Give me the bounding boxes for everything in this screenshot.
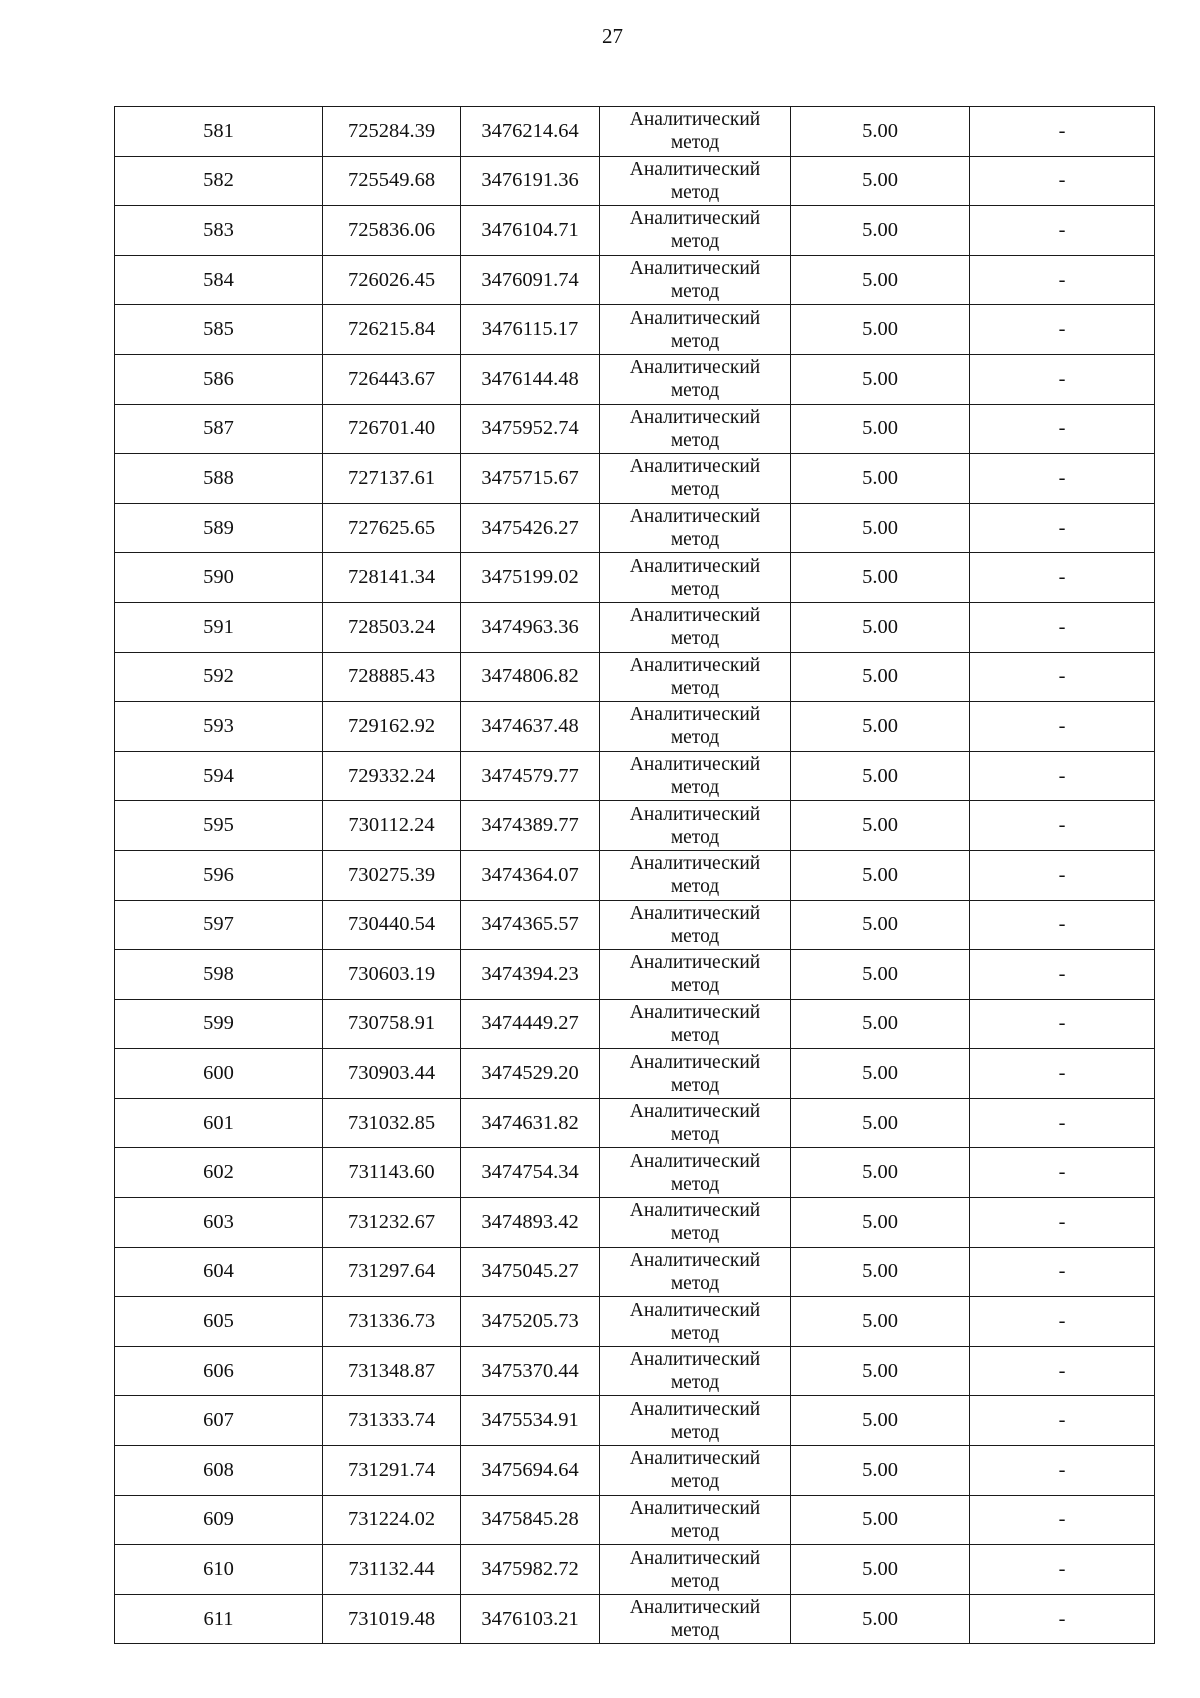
x-coordinate-cell: 731132.44	[323, 1545, 461, 1595]
method-line-2: метод	[670, 330, 720, 352]
accuracy-value-cell: 5.00	[791, 553, 970, 603]
x-coordinate-cell: 729332.24	[323, 751, 461, 801]
accuracy-value-cell: 5.00	[791, 404, 970, 454]
y-coordinate-cell: 3475715.67	[461, 454, 600, 504]
note-cell: -	[970, 1198, 1155, 1248]
note-cell: -	[970, 1049, 1155, 1099]
note-cell: -	[970, 999, 1155, 1049]
table-row	[115, 751, 1155, 801]
method-line-2: метод	[670, 1372, 720, 1394]
y-coordinate-cell: 3474637.48	[461, 702, 600, 752]
method-line-2: метод	[670, 578, 720, 600]
y-coordinate-cell: 3474963.36	[461, 602, 600, 652]
method-line-2: метод	[670, 1074, 720, 1096]
y-coordinate-cell: 3476191.36	[461, 156, 600, 206]
point-number-cell: 591	[115, 602, 323, 652]
method-cell	[600, 850, 791, 900]
table-row	[115, 1297, 1155, 1347]
method-cell	[600, 702, 791, 752]
point-number-cell: 604	[115, 1247, 323, 1297]
table-row	[115, 454, 1155, 504]
point-number-cell: 583	[115, 206, 323, 256]
table-row	[115, 1346, 1155, 1396]
method-line-2: метод	[670, 1570, 720, 1592]
table-row	[115, 652, 1155, 702]
point-number-cell: 598	[115, 950, 323, 1000]
accuracy-value-cell: 5.00	[791, 354, 970, 404]
point-number-cell: 592	[115, 652, 323, 702]
coordinates-table	[114, 106, 1155, 1644]
method-line-2: метод	[670, 975, 720, 997]
method-line-2: метод	[670, 1272, 720, 1294]
method-line-2: метод	[670, 132, 720, 154]
accuracy-value-cell: 5.00	[791, 702, 970, 752]
x-coordinate-cell: 731333.74	[323, 1396, 461, 1446]
y-coordinate-cell: 3474394.23	[461, 950, 600, 1000]
method-line-2: метод	[670, 529, 720, 551]
method-line-2: метод	[670, 1471, 720, 1493]
table-row	[115, 801, 1155, 851]
x-coordinate-cell: 726215.84	[323, 305, 461, 355]
note-cell: -	[970, 305, 1155, 355]
x-coordinate-cell: 731348.87	[323, 1346, 461, 1396]
method-cell	[600, 801, 791, 851]
note-cell: -	[970, 1247, 1155, 1297]
point-number-cell: 590	[115, 553, 323, 603]
y-coordinate-cell: 3475370.44	[461, 1346, 600, 1396]
method-line-1: Аналитический	[629, 258, 761, 280]
method-line-1: Аналитический	[629, 952, 761, 974]
note-cell: -	[970, 1594, 1155, 1644]
x-coordinate-cell: 731232.67	[323, 1198, 461, 1248]
y-coordinate-cell: 3476115.17	[461, 305, 600, 355]
note-cell: -	[970, 1148, 1155, 1198]
x-coordinate-cell: 727625.65	[323, 503, 461, 553]
point-number-cell: 600	[115, 1049, 323, 1099]
method-cell	[600, 1049, 791, 1099]
y-coordinate-cell: 3474364.07	[461, 850, 600, 900]
x-coordinate-cell: 731336.73	[323, 1297, 461, 1347]
y-coordinate-cell: 3475534.91	[461, 1396, 600, 1446]
note-cell: -	[970, 255, 1155, 305]
method-line-2: метод	[670, 231, 720, 253]
method-line-1: Аналитический	[629, 109, 761, 131]
accuracy-value-cell: 5.00	[791, 305, 970, 355]
table-row	[115, 206, 1155, 256]
accuracy-value-cell: 5.00	[791, 206, 970, 256]
method-line-1: Аналитический	[629, 1101, 761, 1123]
method-cell	[600, 305, 791, 355]
method-line-1: Аналитический	[629, 1398, 761, 1420]
method-line-2: метод	[670, 1024, 720, 1046]
table-row	[115, 255, 1155, 305]
note-cell: -	[970, 1545, 1155, 1595]
note-cell: -	[970, 602, 1155, 652]
method-line-2: метод	[670, 727, 720, 749]
note-cell: -	[970, 354, 1155, 404]
table-row	[115, 602, 1155, 652]
accuracy-value-cell: 5.00	[791, 1594, 970, 1644]
point-number-cell: 603	[115, 1198, 323, 1248]
table-row	[115, 900, 1155, 950]
x-coordinate-cell: 731297.64	[323, 1247, 461, 1297]
y-coordinate-cell: 3475205.73	[461, 1297, 600, 1347]
method-line-2: метод	[670, 876, 720, 898]
x-coordinate-cell: 730758.91	[323, 999, 461, 1049]
method-cell	[600, 999, 791, 1049]
table-row	[115, 1396, 1155, 1446]
x-coordinate-cell: 731143.60	[323, 1148, 461, 1198]
x-coordinate-cell: 725549.68	[323, 156, 461, 206]
note-cell: -	[970, 900, 1155, 950]
accuracy-value-cell: 5.00	[791, 1198, 970, 1248]
y-coordinate-cell: 3474893.42	[461, 1198, 600, 1248]
point-number-cell: 597	[115, 900, 323, 950]
note-cell: -	[970, 850, 1155, 900]
coordinates-table-body	[115, 107, 1155, 1644]
table-row	[115, 1148, 1155, 1198]
method-line-1: Аналитический	[629, 208, 761, 230]
method-line-2: метод	[670, 826, 720, 848]
y-coordinate-cell: 3476103.21	[461, 1594, 600, 1644]
method-cell	[600, 454, 791, 504]
accuracy-value-cell: 5.00	[791, 801, 970, 851]
method-line-2: метод	[670, 777, 720, 799]
y-coordinate-cell: 3476144.48	[461, 354, 600, 404]
point-number-cell: 605	[115, 1297, 323, 1347]
table-row	[115, 354, 1155, 404]
accuracy-value-cell: 5.00	[791, 900, 970, 950]
method-line-1: Аналитический	[629, 506, 761, 528]
method-cell	[600, 1594, 791, 1644]
accuracy-value-cell: 5.00	[791, 1495, 970, 1545]
method-line-1: Аналитический	[629, 456, 761, 478]
y-coordinate-cell: 3474449.27	[461, 999, 600, 1049]
table-row	[115, 156, 1155, 206]
method-cell	[600, 1495, 791, 1545]
note-cell: -	[970, 454, 1155, 504]
note-cell: -	[970, 950, 1155, 1000]
note-cell: -	[970, 404, 1155, 454]
point-number-cell: 602	[115, 1148, 323, 1198]
method-cell	[600, 255, 791, 305]
accuracy-value-cell: 5.00	[791, 1545, 970, 1595]
point-number-cell: 601	[115, 1098, 323, 1148]
method-line-2: метод	[670, 1322, 720, 1344]
point-number-cell: 586	[115, 354, 323, 404]
table-row	[115, 1446, 1155, 1496]
accuracy-value-cell: 5.00	[791, 1247, 970, 1297]
point-number-cell: 581	[115, 107, 323, 157]
y-coordinate-cell: 3474529.20	[461, 1049, 600, 1099]
method-line-1: Аналитический	[629, 1200, 761, 1222]
y-coordinate-cell: 3475199.02	[461, 553, 600, 603]
y-coordinate-cell: 3475045.27	[461, 1247, 600, 1297]
method-cell	[600, 1396, 791, 1446]
point-number-cell: 599	[115, 999, 323, 1049]
accuracy-value-cell: 5.00	[791, 1297, 970, 1347]
method-line-1: Аналитический	[629, 406, 761, 428]
note-cell: -	[970, 801, 1155, 851]
method-cell	[600, 206, 791, 256]
method-line-1: Аналитический	[629, 1051, 761, 1073]
method-line-1: Аналитический	[629, 704, 761, 726]
accuracy-value-cell: 5.00	[791, 652, 970, 702]
y-coordinate-cell: 3475952.74	[461, 404, 600, 454]
x-coordinate-cell: 731032.85	[323, 1098, 461, 1148]
method-line-1: Аналитический	[629, 853, 761, 875]
page-number: 27	[602, 24, 623, 48]
point-number-cell: 596	[115, 850, 323, 900]
table-row	[115, 503, 1155, 553]
method-cell	[600, 1446, 791, 1496]
y-coordinate-cell: 3474806.82	[461, 652, 600, 702]
point-number-cell: 607	[115, 1396, 323, 1446]
x-coordinate-cell: 730603.19	[323, 950, 461, 1000]
method-line-1: Аналитический	[629, 1249, 761, 1271]
method-line-2: метод	[670, 628, 720, 650]
method-line-2: метод	[670, 281, 720, 303]
method-cell	[600, 1198, 791, 1248]
method-line-2: метод	[670, 925, 720, 947]
note-cell: -	[970, 1297, 1155, 1347]
y-coordinate-cell: 3476104.71	[461, 206, 600, 256]
method-line-2: метод	[670, 1520, 720, 1542]
point-number-cell: 606	[115, 1346, 323, 1396]
note-cell: -	[970, 1495, 1155, 1545]
method-cell	[600, 1247, 791, 1297]
accuracy-value-cell: 5.00	[791, 1446, 970, 1496]
table-row	[115, 553, 1155, 603]
accuracy-value-cell: 5.00	[791, 454, 970, 504]
accuracy-value-cell: 5.00	[791, 1049, 970, 1099]
method-line-1: Аналитический	[629, 605, 761, 627]
y-coordinate-cell: 3475694.64	[461, 1446, 600, 1496]
method-line-1: Аналитический	[629, 1547, 761, 1569]
point-number-cell: 587	[115, 404, 323, 454]
x-coordinate-cell: 728141.34	[323, 553, 461, 603]
method-line-2: метод	[670, 479, 720, 501]
note-cell: -	[970, 1396, 1155, 1446]
x-coordinate-cell: 730440.54	[323, 900, 461, 950]
method-line-2: метод	[670, 181, 720, 203]
note-cell: -	[970, 553, 1155, 603]
point-number-cell: 610	[115, 1545, 323, 1595]
table-row	[115, 1495, 1155, 1545]
method-cell	[600, 1148, 791, 1198]
accuracy-value-cell: 5.00	[791, 999, 970, 1049]
x-coordinate-cell: 727137.61	[323, 454, 461, 504]
note-cell: -	[970, 206, 1155, 256]
point-number-cell: 582	[115, 156, 323, 206]
table-row	[115, 305, 1155, 355]
method-line-1: Аналитический	[629, 1597, 761, 1619]
x-coordinate-cell: 728885.43	[323, 652, 461, 702]
method-line-2: метод	[670, 677, 720, 699]
method-cell	[600, 900, 791, 950]
table-row	[115, 1594, 1155, 1644]
accuracy-value-cell: 5.00	[791, 503, 970, 553]
note-cell: -	[970, 751, 1155, 801]
x-coordinate-cell: 731291.74	[323, 1446, 461, 1496]
note-cell: -	[970, 156, 1155, 206]
point-number-cell: 608	[115, 1446, 323, 1496]
table-row	[115, 999, 1155, 1049]
table-row	[115, 850, 1155, 900]
x-coordinate-cell: 731224.02	[323, 1495, 461, 1545]
accuracy-value-cell: 5.00	[791, 850, 970, 900]
accuracy-value-cell: 5.00	[791, 751, 970, 801]
note-cell: -	[970, 107, 1155, 157]
x-coordinate-cell: 730112.24	[323, 801, 461, 851]
method-cell	[600, 950, 791, 1000]
method-line-2: метод	[670, 1223, 720, 1245]
y-coordinate-cell: 3474579.77	[461, 751, 600, 801]
method-line-1: Аналитический	[629, 357, 761, 379]
method-line-1: Аналитический	[629, 1001, 761, 1023]
note-cell: -	[970, 1346, 1155, 1396]
method-line-1: Аналитический	[629, 1349, 761, 1371]
table-row	[115, 1247, 1155, 1297]
table-row	[115, 1049, 1155, 1099]
method-line-1: Аналитический	[629, 158, 761, 180]
point-number-cell: 584	[115, 255, 323, 305]
method-line-2: метод	[670, 1421, 720, 1443]
method-cell	[600, 156, 791, 206]
y-coordinate-cell: 3474389.77	[461, 801, 600, 851]
method-line-1: Аналитический	[629, 803, 761, 825]
accuracy-value-cell: 5.00	[791, 1346, 970, 1396]
y-coordinate-cell: 3474754.34	[461, 1148, 600, 1198]
table-row	[115, 1545, 1155, 1595]
y-coordinate-cell: 3475845.28	[461, 1495, 600, 1545]
accuracy-value-cell: 5.00	[791, 602, 970, 652]
x-coordinate-cell: 728503.24	[323, 602, 461, 652]
note-cell: -	[970, 503, 1155, 553]
method-line-1: Аналитический	[629, 555, 761, 577]
point-number-cell: 585	[115, 305, 323, 355]
accuracy-value-cell: 5.00	[791, 950, 970, 1000]
point-number-cell: 595	[115, 801, 323, 851]
note-cell: -	[970, 1446, 1155, 1496]
method-line-1: Аналитический	[629, 654, 761, 676]
note-cell: -	[970, 1098, 1155, 1148]
accuracy-value-cell: 5.00	[791, 156, 970, 206]
method-cell	[600, 1545, 791, 1595]
method-line-1: Аналитический	[629, 1497, 761, 1519]
accuracy-value-cell: 5.00	[791, 1098, 970, 1148]
note-cell: -	[970, 702, 1155, 752]
table-row	[115, 950, 1155, 1000]
method-line-2: метод	[670, 380, 720, 402]
table-row	[115, 702, 1155, 752]
method-line-2: метод	[670, 1124, 720, 1146]
method-line-2: метод	[670, 429, 720, 451]
accuracy-value-cell: 5.00	[791, 255, 970, 305]
x-coordinate-cell: 726443.67	[323, 354, 461, 404]
method-cell	[600, 652, 791, 702]
y-coordinate-cell: 3474365.57	[461, 900, 600, 950]
point-number-cell: 594	[115, 751, 323, 801]
method-cell	[600, 751, 791, 801]
x-coordinate-cell: 730903.44	[323, 1049, 461, 1099]
x-coordinate-cell: 726701.40	[323, 404, 461, 454]
table-row	[115, 1198, 1155, 1248]
method-cell	[600, 503, 791, 553]
method-line-1: Аналитический	[629, 1299, 761, 1321]
method-line-1: Аналитический	[629, 307, 761, 329]
method-cell	[600, 1098, 791, 1148]
method-line-1: Аналитический	[629, 1448, 761, 1470]
point-number-cell: 588	[115, 454, 323, 504]
x-coordinate-cell: 726026.45	[323, 255, 461, 305]
x-coordinate-cell: 725836.06	[323, 206, 461, 256]
point-number-cell: 611	[115, 1594, 323, 1644]
method-line-2: метод	[670, 1620, 720, 1642]
y-coordinate-cell: 3474631.82	[461, 1098, 600, 1148]
method-line-1: Аналитический	[629, 902, 761, 924]
method-cell	[600, 553, 791, 603]
y-coordinate-cell: 3475982.72	[461, 1545, 600, 1595]
y-coordinate-cell: 3475426.27	[461, 503, 600, 553]
point-number-cell: 589	[115, 503, 323, 553]
method-line-1: Аналитический	[629, 754, 761, 776]
x-coordinate-cell: 731019.48	[323, 1594, 461, 1644]
method-cell	[600, 404, 791, 454]
method-cell	[600, 354, 791, 404]
x-coordinate-cell: 730275.39	[323, 850, 461, 900]
accuracy-value-cell: 5.00	[791, 107, 970, 157]
x-coordinate-cell: 725284.39	[323, 107, 461, 157]
method-cell	[600, 1297, 791, 1347]
point-number-cell: 593	[115, 702, 323, 752]
accuracy-value-cell: 5.00	[791, 1148, 970, 1198]
y-coordinate-cell: 3476091.74	[461, 255, 600, 305]
method-cell	[600, 107, 791, 157]
point-number-cell: 609	[115, 1495, 323, 1545]
note-cell: -	[970, 652, 1155, 702]
method-cell	[600, 602, 791, 652]
y-coordinate-cell: 3476214.64	[461, 107, 600, 157]
table-row	[115, 1098, 1155, 1148]
x-coordinate-cell: 729162.92	[323, 702, 461, 752]
accuracy-value-cell: 5.00	[791, 1396, 970, 1446]
table-row	[115, 107, 1155, 157]
method-cell	[600, 1346, 791, 1396]
method-line-2: метод	[670, 1173, 720, 1195]
method-line-1: Аналитический	[629, 1150, 761, 1172]
table-row	[115, 404, 1155, 454]
